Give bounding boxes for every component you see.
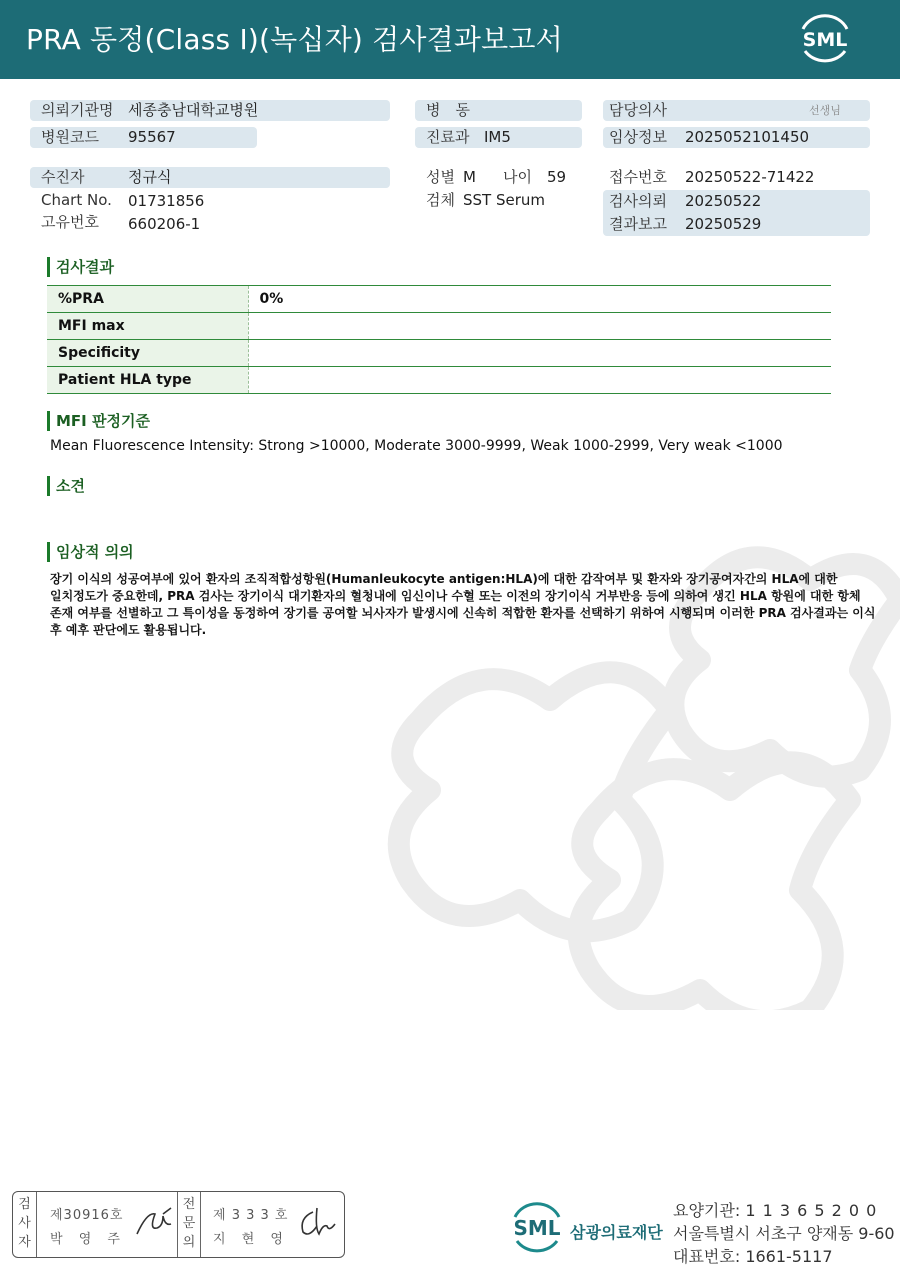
clinical-line: 후 예후 판단에도 활용됩니다.: [50, 623, 207, 637]
hospital-code-label: 병원코드: [41, 128, 99, 146]
table-row: [47, 286, 831, 313]
doctor-label: 담당의사: [609, 101, 667, 119]
result-name: MFI max: [47, 313, 248, 340]
table-row: [47, 340, 831, 367]
unique-value: 660206-1: [128, 215, 201, 233]
ward-label: 병 동: [426, 101, 470, 119]
report-value: 20250529: [685, 215, 762, 233]
footer-phone: 1661-5117: [745, 1247, 833, 1266]
table-row: [47, 313, 831, 340]
result-name: %PRA: [47, 286, 248, 313]
result-value: [248, 340, 831, 367]
specialist-label: [177, 1192, 201, 1257]
footer-code: 1 1 3 6 5 2 0 0: [745, 1201, 878, 1220]
sml-logo-icon: [795, 13, 855, 65]
receipt-label: 접수번호: [609, 168, 667, 186]
specialist-name: 지 현 영: [213, 1232, 289, 1247]
footer-org: 삼광의료재단: [570, 1223, 663, 1242]
result-value: [248, 313, 831, 340]
specialist-label-text: 전문의: [182, 1197, 196, 1250]
footer-address: 서울특별시 서초구 양재동 9-60: [673, 1224, 895, 1243]
inspector-label: [13, 1192, 37, 1257]
result-value: 0%: [248, 286, 831, 313]
specimen-label: 검체: [426, 191, 455, 209]
institution-label: 의뢰기관명: [41, 101, 114, 119]
receipt-value: 20250522-71422: [685, 168, 815, 186]
result-value: [248, 367, 831, 394]
patient-value: 정규식: [128, 168, 172, 186]
opinion-title: 소견: [47, 476, 85, 496]
inspector-signature-icon: [133, 1206, 177, 1240]
specimen-value: SST Serum: [463, 191, 546, 209]
specialist-no: 제 3 3 3 호: [213, 1208, 289, 1223]
clinical-info-label: 임상정보: [609, 128, 667, 146]
report-title: PRA 동정(Class I)(녹십자) 검사결과보고서: [26, 23, 563, 56]
clinical-text: [50, 571, 876, 639]
patient-label: 수진자: [41, 168, 85, 186]
result-name: Patient HLA type: [47, 367, 248, 394]
inspector-label-text: 검사자: [18, 1197, 31, 1250]
results-title: 검사결과: [47, 257, 114, 277]
clinical-info-value: 2025052101450: [685, 128, 810, 146]
inspector-no: 제30916호: [50, 1208, 124, 1223]
footer-phone-line: [673, 1244, 833, 1267]
hospital-code-value: 95567: [128, 128, 176, 146]
chart-value: 01731856: [128, 192, 205, 210]
inspector-name: 박 영 주: [50, 1232, 126, 1247]
report-header: [0, 0, 900, 79]
clinical-line: 일치정도가 중요한데, PRA 검사는 장기이식 대기환자의 혈청내에 임신이나 수혈 또는 이전의 장기이식 거부반응 등에 의하여 생긴 HLA 항원에 대한 항체: [50, 589, 861, 603]
sex-value: M: [463, 168, 476, 186]
results-table: [47, 285, 831, 394]
mfi-text: Mean Fluorescence Intensity: Strong >10000, Moderate 3000-9999, Weak 1000-2999, Very weak <1000: [50, 438, 783, 454]
institution-value: 세종충남대학교병원: [128, 101, 259, 119]
age-label: 나이: [503, 168, 532, 186]
unique-label: 고유번호: [41, 213, 99, 231]
signature-box: [12, 1191, 345, 1258]
footer-code-label: 요양기관:: [673, 1201, 741, 1220]
mfi-title: MFI 판정기준: [47, 411, 150, 431]
svg-text:SML: SML: [513, 1216, 561, 1240]
footer-phone-label: 대표번호:: [673, 1247, 741, 1266]
request-value: 20250522: [685, 192, 762, 210]
sex-label: 성별: [426, 168, 455, 186]
table-row: [47, 367, 831, 394]
sml-footer-logo-icon: [507, 1199, 567, 1257]
footer-code-line: [673, 1198, 877, 1221]
result-name: Specificity: [47, 340, 248, 367]
specialist-signature-icon: [295, 1206, 339, 1240]
age-value: 59: [547, 168, 567, 186]
clinical-line: 장기 이식의 성공여부에 있어 환자의 조직적합성항원(Humanleukocyte antigen:HLA)에 대한 감작여부 및 환자와 장기공여자간의 HLA에 대한: [50, 572, 838, 586]
dept-value: IM5: [484, 128, 511, 146]
chart-label: Chart No.: [41, 191, 112, 209]
doctor-suffix: 선생님: [809, 104, 841, 117]
clinical-title: 임상적 의의: [47, 542, 134, 562]
request-label: 검사의뢰: [609, 192, 667, 210]
report-label: 결과보고: [609, 215, 667, 233]
dept-label: 진료과: [426, 128, 470, 146]
clinical-line: 존재 여부를 선별하고 그 특이성을 동정하여 장기를 공여할 뇌사자가 발생시에 신속히 적합한 환자를 선택하기 위하여 시행되며 이러한 PRA 검사결과는 이식: [50, 606, 876, 620]
svg-text:SML: SML: [802, 29, 848, 51]
